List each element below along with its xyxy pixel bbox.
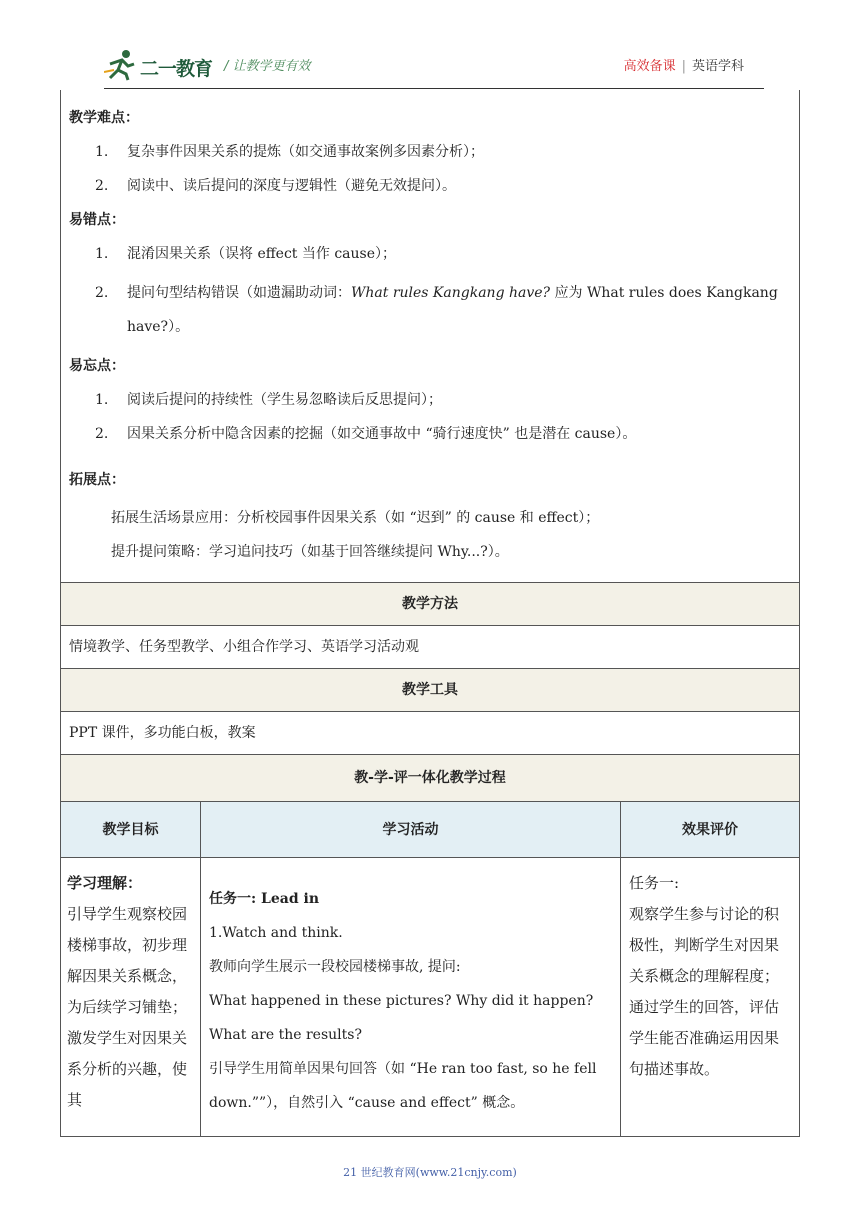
item-text: 阅读中、读后提问的深度与逻辑性（避免无效提问）。 (127, 178, 456, 194)
activity-line: 引导学生用简单因果句回答（如 “He ran too fast, so he fell down.””），自然引入 “cause and effect” 概念。 (209, 1061, 597, 1111)
item-number: 2. (95, 285, 109, 301)
tools-content: PPT 课件，多功能白板，教案 (61, 712, 799, 755)
page-footer: 21 世纪教育网(www.21cnjy.com) (343, 1166, 517, 1179)
activity-line: 1.Watch and think. (209, 925, 343, 941)
forget-label: 易忘点： (69, 358, 125, 374)
list-item (69, 422, 791, 446)
logo (104, 48, 220, 82)
header-tag-primary: 高效备课 (623, 59, 676, 74)
header-slogan: / 让教学更有效 (224, 59, 311, 74)
activity-line: What happened in these pictures? Why did it happen? What are the results? (209, 993, 594, 1043)
difficulty-label: 教学难点： (69, 110, 139, 126)
item-text: 阅读后提问的持续性（学生易忽略读后反思提问）； (127, 392, 442, 408)
list-item (69, 140, 791, 164)
page-header (104, 46, 764, 84)
item-number: 1. (95, 246, 109, 262)
key-points-section (61, 90, 799, 583)
task-title: 任务一: Lead in (209, 891, 320, 907)
item-text-b: 应为 What rules does Kangkang have?）。 (127, 285, 778, 335)
item-text: 复杂事件因果关系的提炼（如交通事故案例多因素分析）； (127, 144, 484, 160)
methods-content: 情境教学、任务型教学、小组合作学习、英语学习活动观 (61, 626, 799, 669)
methods-heading: 教学方法 (61, 583, 799, 626)
extension-line: 提升提问策略：学习追问技巧（如基于回答继续提问 Why...?）。 (111, 544, 509, 560)
process-body-row (61, 858, 799, 1136)
item-text (101, 276, 791, 344)
item-number: 1. (95, 392, 109, 408)
process-heading: 教-学-评一体化教学过程 (61, 755, 799, 802)
header-rule (104, 88, 764, 89)
evaluation-text: 观察学生参与讨论的积极性，判断学生对因果关系概念的理解程度；通过学生的回答，评估学生能否准确运用因果句描述事故。 (629, 905, 780, 1078)
evaluation-task: 任务一: (629, 874, 680, 892)
column-header-activity: 学习活动 (201, 802, 621, 858)
column-header-goal: 教学目标 (61, 802, 201, 858)
mistakes-label: 易错点： (69, 212, 125, 228)
list-item (69, 174, 791, 198)
item-text-example: What rules Kangkang have? (351, 285, 551, 301)
goal-label: 学习理解： (67, 874, 143, 892)
header-right (624, 55, 744, 74)
evaluation-cell (621, 858, 799, 1136)
activity-line: 教师向学生展示一段校园楼梯事故, 提问: (209, 959, 461, 975)
tools-heading: 教学工具 (61, 669, 799, 712)
item-number: 2. (95, 426, 109, 442)
list-item (69, 242, 791, 266)
goal-cell (61, 858, 201, 1136)
activity-cell (201, 858, 621, 1136)
column-header-evaluation: 效果评价 (621, 802, 799, 858)
item-text: 因果关系分析中隐含因素的挖掘（如交通事故中 “骑行速度快” 也是潜在 cause）。 (127, 426, 637, 442)
list-item (69, 388, 791, 412)
item-text-a: 提问句型结构错误（如遗漏助动词： (127, 285, 351, 301)
header-subject: 英语学科 (691, 59, 744, 74)
extension-label: 拓展点： (69, 472, 125, 488)
logo-text: 二一教育 (140, 58, 213, 80)
item-text: 混淆因果关系（误将 effect 当作 cause）； (127, 246, 397, 262)
item-number: 1. (95, 144, 109, 160)
lesson-table (60, 90, 800, 1137)
process-header-row (61, 802, 799, 858)
header-separator: | (681, 59, 686, 74)
runner-logo-icon (104, 48, 138, 82)
item-number: 2. (95, 178, 109, 194)
list-item (69, 276, 791, 344)
goal-text: 引导学生观察校园楼梯事故，初步理解因果关系概念，为后续学习铺垫；激发学生对因果关系分析的兴趣，使其 (67, 905, 188, 1109)
extension-line: 拓展生活场景应用：分析校园事件因果关系（如 “迟到” 的 cause 和 effect）； (111, 510, 600, 526)
